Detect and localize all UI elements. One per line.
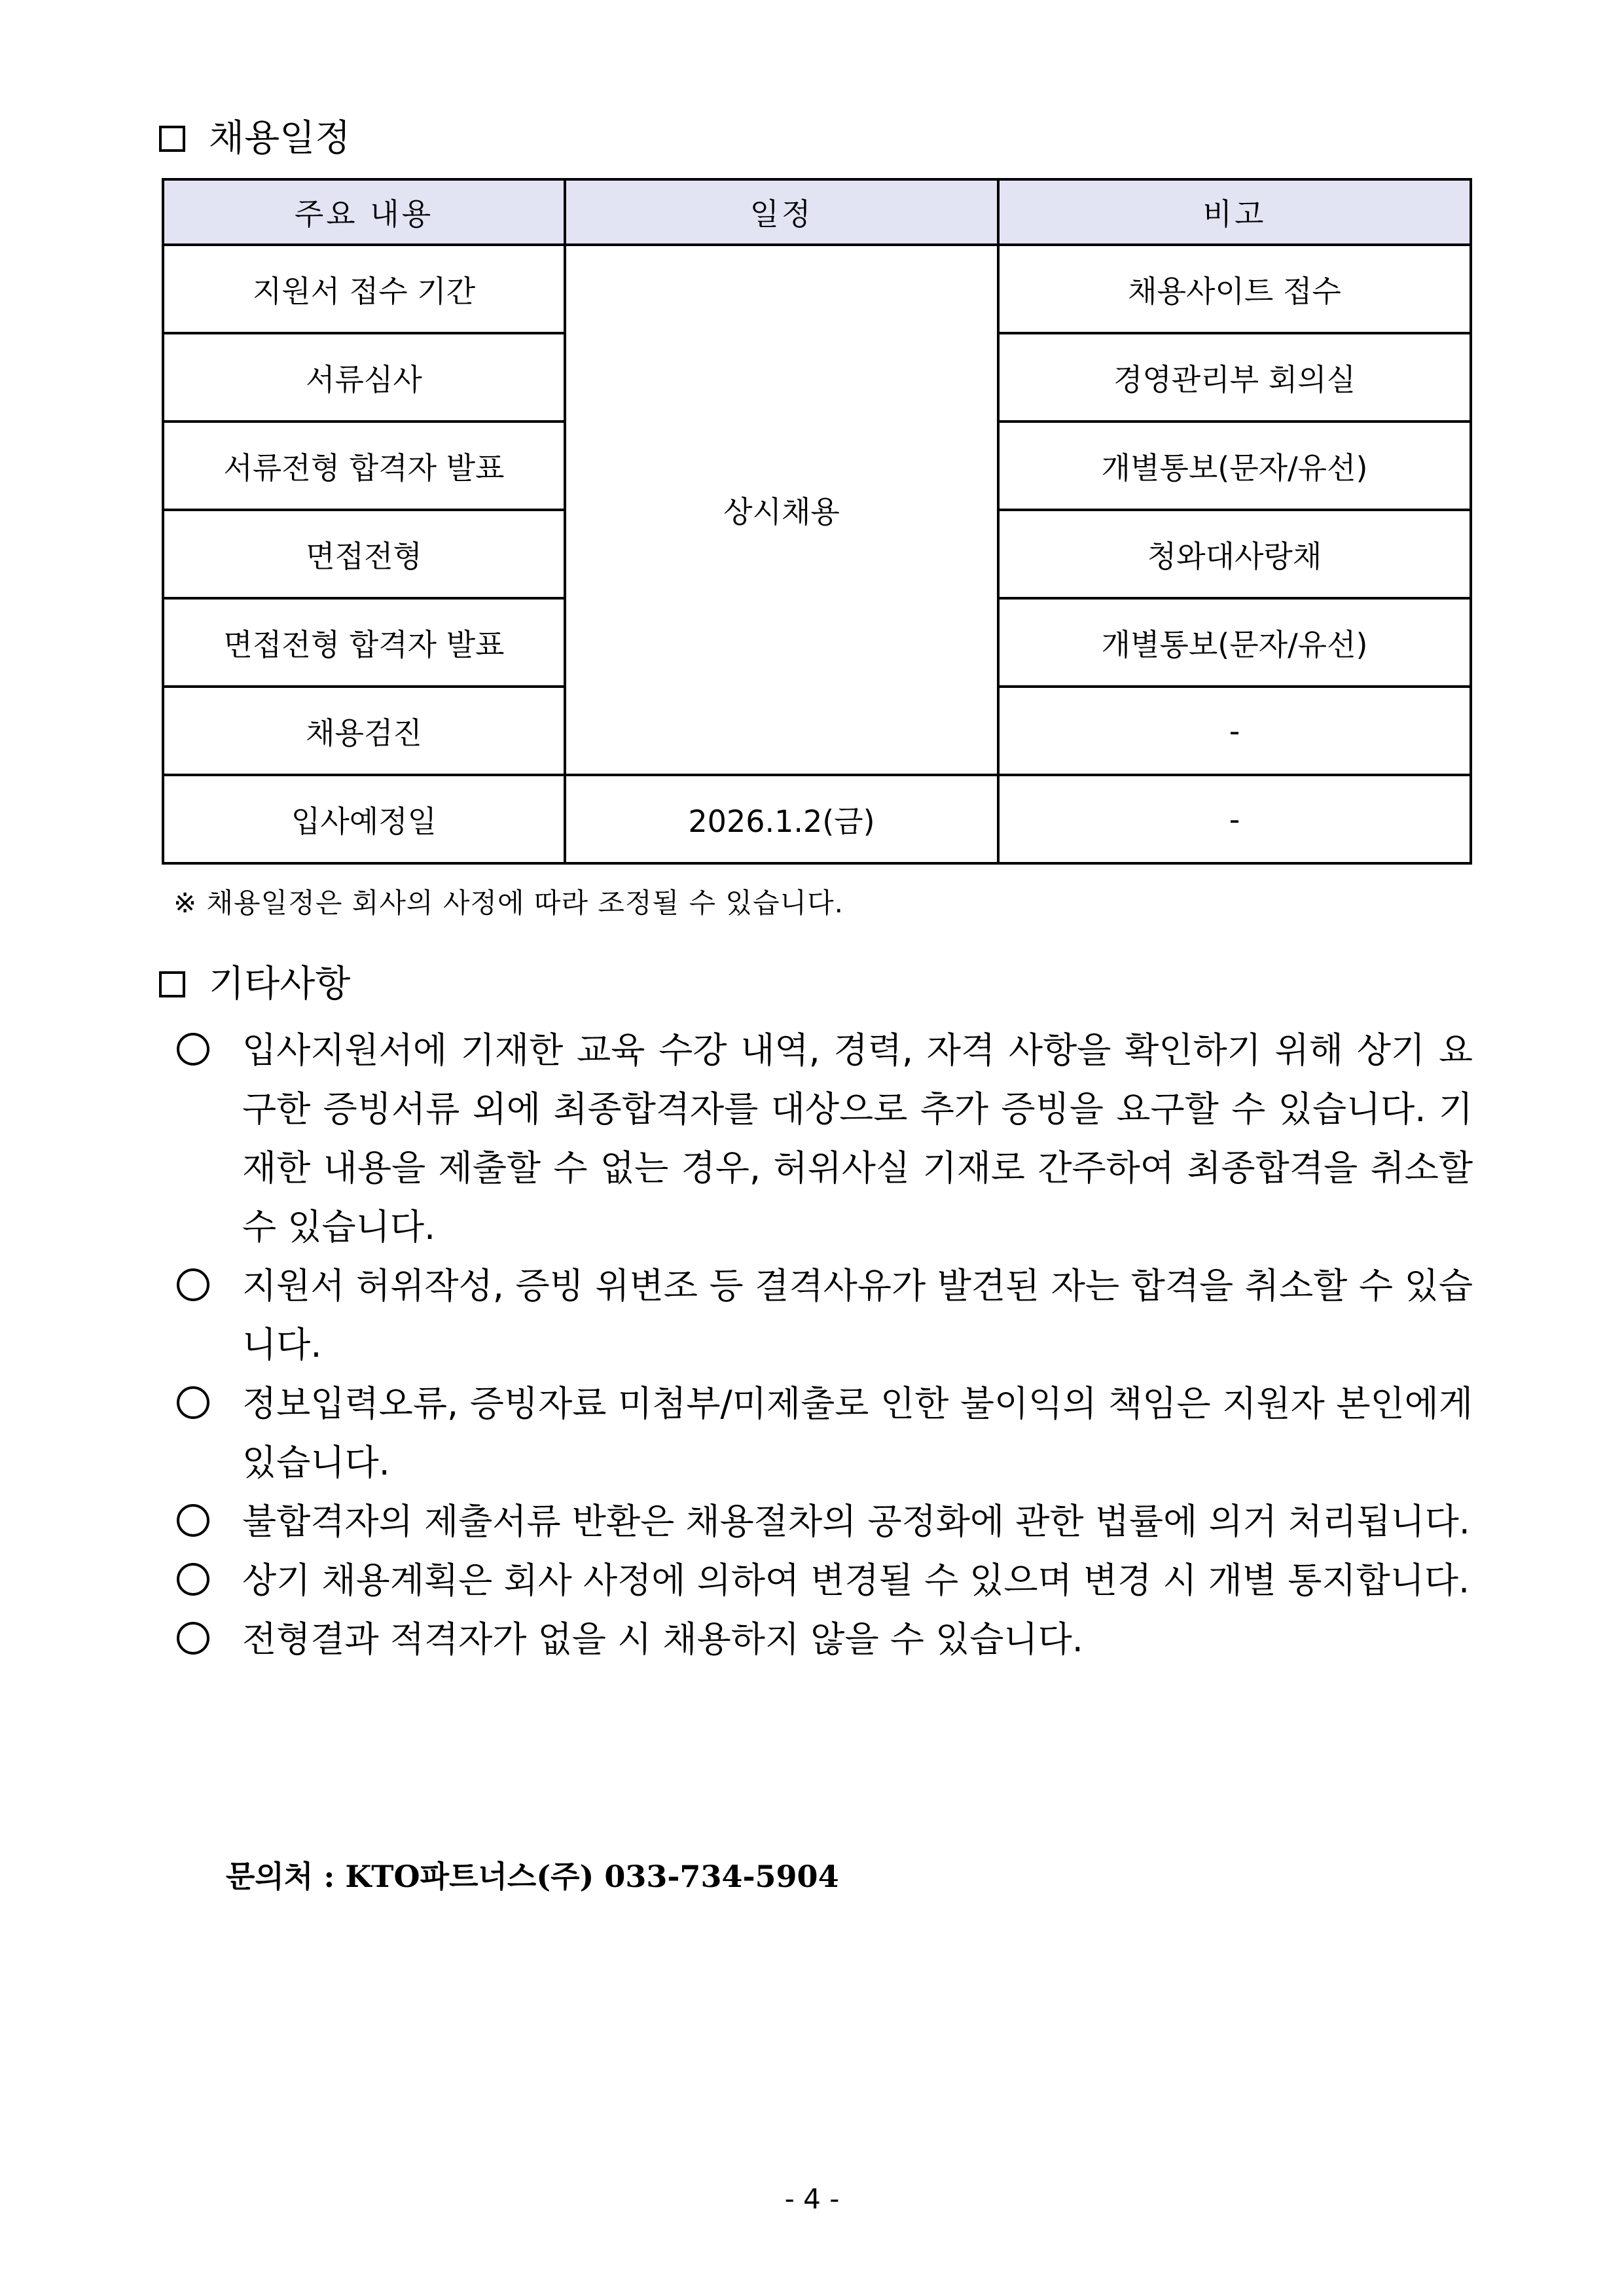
row-item: 입사예정일 — [163, 775, 565, 863]
list-item-text: 전형결과 적격자가 없을 시 채용하지 않을 수 있습니다. — [242, 1619, 1083, 1660]
etc-list — [170, 1021, 1473, 1669]
circle-bullet-icon — [177, 1386, 209, 1419]
list-item-text: 지원서 허위작성, 증빙 위변조 등 결격사유가 발견된 자는 합격을 취소할 수 있습니다. — [242, 1265, 1473, 1365]
list-item-text: 정보입력오류, 증빙자료 미첨부/미제출로 인한 불이익의 책임은 지원자 본인에게 있습니다. — [242, 1383, 1473, 1483]
row-item: 면접전형 합격자 발표 — [163, 598, 565, 687]
etc-section-title — [159, 958, 350, 1011]
list-item — [170, 1551, 1473, 1610]
schedule-table — [162, 178, 1472, 865]
list-item — [170, 1610, 1473, 1669]
row-item: 채용검진 — [163, 687, 565, 775]
row-note: 채용사이트 접수 — [998, 245, 1471, 333]
row-date: 2026.1.2(금) — [565, 775, 998, 863]
list-item-text: 불합격자의 제출서류 반환은 채용절차의 공정화에 관한 법률에 의거 처리됩니다. — [242, 1501, 1470, 1542]
list-item — [170, 1492, 1473, 1551]
etc-title-text: 기타사항 — [209, 963, 351, 1005]
row-note: - — [998, 775, 1471, 863]
table-header-row — [163, 179, 1471, 245]
table-row — [163, 245, 1471, 333]
schedule-section-title — [159, 113, 350, 165]
list-item — [170, 1257, 1473, 1374]
row-item: 서류전형 합격자 발표 — [163, 422, 565, 510]
merged-date-cell: 상시채용 — [565, 245, 998, 775]
row-note: - — [998, 687, 1471, 775]
row-note: 경영관리부 회의실 — [998, 333, 1471, 422]
page-number: - 4 - — [784, 2183, 840, 2215]
circle-bullet-icon — [177, 1622, 209, 1655]
list-item-text: 입사지원서에 기재한 교육 수강 내역, 경력, 자격 사항을 확인하기 위해 상기 요구한 증빙서류 외에 최종합격자를 대상으로 추가 증빙을 요구할 수 있습니다. 기재한 내용을 제출할 수 없는 경우, 허위사실 기재로 간주하여 최종합격을 취소할 수 있습니다. — [242, 1030, 1473, 1247]
row-note: 개별통보(문자/유선) — [998, 598, 1471, 687]
row-item: 지원서 접수 기간 — [163, 245, 565, 333]
row-note: 개별통보(문자/유선) — [998, 422, 1471, 510]
list-item-text: 상기 채용계획은 회사 사정에 의하여 변경될 수 있으며 변경 시 개별 통지합니다. — [242, 1560, 1470, 1601]
circle-bullet-icon — [177, 1033, 209, 1066]
checkbox-square-icon — [159, 971, 185, 997]
checkbox-square-icon — [159, 126, 185, 152]
schedule-title-text: 채용일정 — [209, 117, 351, 160]
header-date: 일정 — [565, 179, 998, 245]
circle-bullet-icon — [177, 1504, 209, 1537]
header-item: 주요 내용 — [163, 179, 565, 245]
row-note: 청와대사랑채 — [998, 510, 1471, 598]
header-note: 비고 — [998, 179, 1471, 245]
table-row — [163, 775, 1471, 863]
row-item: 서류심사 — [163, 333, 565, 422]
list-item — [170, 1021, 1473, 1257]
circle-bullet-icon — [177, 1563, 209, 1596]
row-item: 면접전형 — [163, 510, 565, 598]
list-item — [170, 1374, 1473, 1492]
circle-bullet-icon — [177, 1268, 209, 1301]
contact-info: 문의처 : KTO파트너스(주) 033-734-5904 — [226, 1859, 839, 1894]
schedule-footnote: ※ 채용일정은 회사의 사정에 따라 조정될 수 있습니다. — [173, 887, 844, 919]
